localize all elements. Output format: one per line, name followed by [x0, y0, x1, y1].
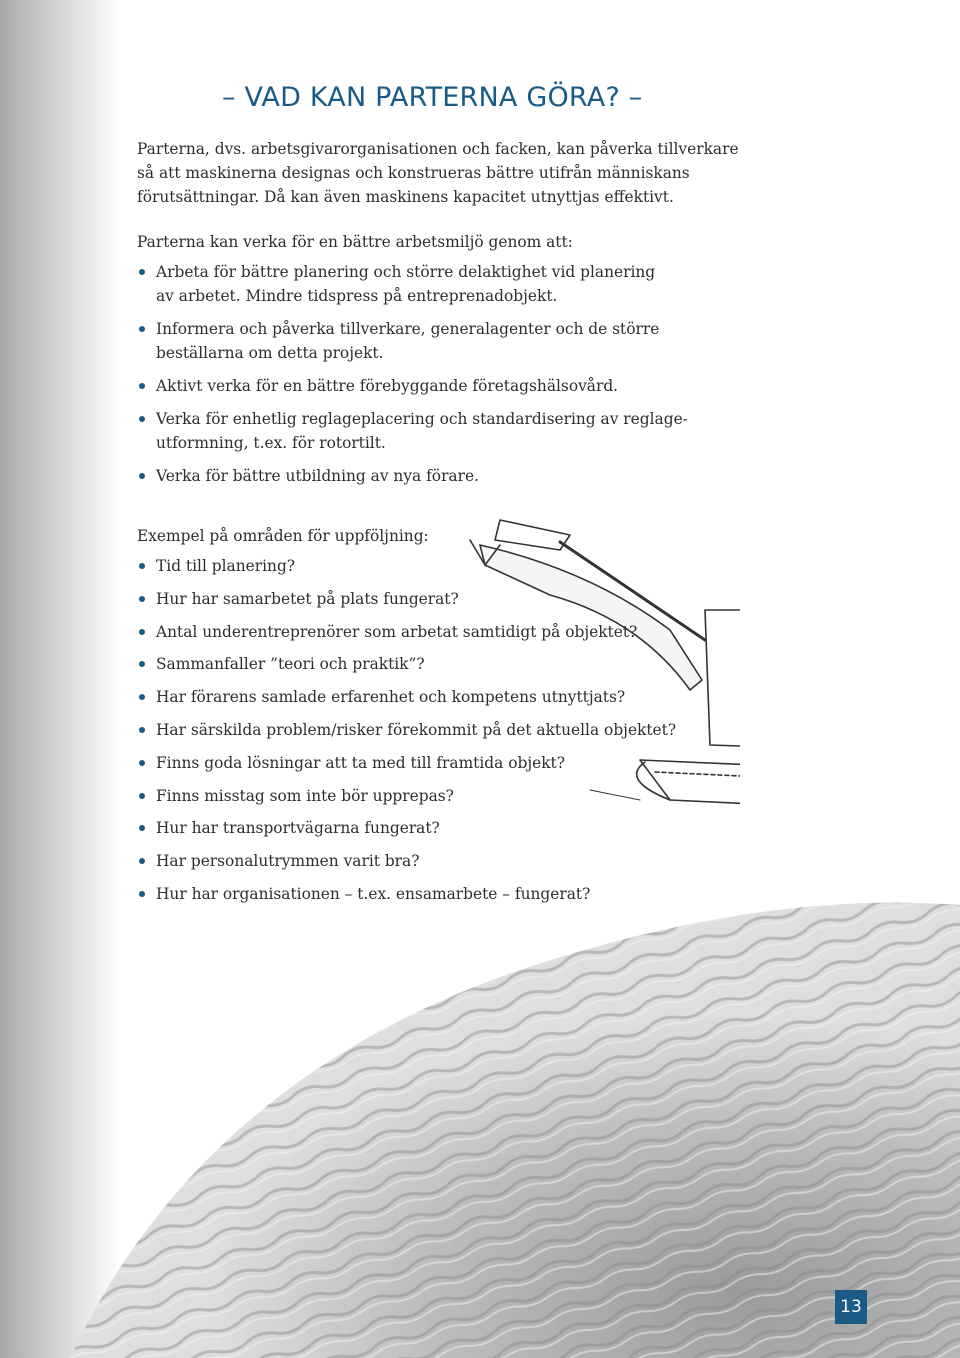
list-item: Har förarens samlade erfarenhet och kompetens utnyttjats?: [137, 685, 757, 709]
list-item: Har personalutrymmen varit bra?: [137, 849, 757, 873]
actions-intro: Parterna kan verka för en bättre arbetsmiljö genom att:: [137, 233, 573, 251]
bullet-icon: [139, 825, 145, 831]
bullet-icon: [139, 326, 145, 332]
followup-intro: Exempel på områden för uppföljning:: [137, 527, 429, 545]
list-item: Arbeta för bättre planering och större delaktighet vid planering av arbetet. Mindre tidspress på entreprenadobjekt.: [137, 260, 757, 308]
followup-list: [137, 554, 757, 915]
bullet-icon: [139, 563, 145, 569]
list-item: Hur har samarbetet på plats fungerat?: [137, 587, 757, 611]
bullet-icon: [139, 858, 145, 864]
bullet-icon: [139, 891, 145, 897]
bullet-icon: [139, 760, 145, 766]
page-number: 13: [835, 1290, 867, 1324]
bullet-icon: [139, 383, 145, 389]
bullet-icon: [139, 694, 145, 700]
list-item: Verka för bättre utbildning av nya förare.: [137, 464, 757, 488]
bullet-icon: [139, 793, 145, 799]
list-item: Aktivt verka för en bättre förebyggande företagshälsovård.: [137, 374, 757, 398]
list-item: Sammanfaller ”teori och praktik”?: [137, 652, 757, 676]
bullet-icon: [139, 269, 145, 275]
list-item: Tid till planering?: [137, 554, 757, 578]
page-title: – VAD KAN PARTERNA GÖRA? –: [222, 82, 643, 113]
bullet-icon: [139, 661, 145, 667]
list-item: Verka för enhetlig reglageplacering och standardisering av reglage- utformning, t.ex. för rotortilt.: [137, 407, 757, 455]
bullet-icon: [139, 596, 145, 602]
actions-list: [137, 260, 757, 497]
list-item: Hur har organisationen – t.ex. ensamarbete – fungerat?: [137, 882, 757, 906]
intro-paragraph: Parterna, dvs. arbetsgivarorganisationen och facken, kan påverka tillverkare så att maskinerna designas och konstrueras bättre utifrån människans förutsättningar. Då kan även maskinens kapacitet utnyttjas effektivt.: [137, 140, 739, 206]
bullet-icon: [139, 629, 145, 635]
bullet-icon: [139, 727, 145, 733]
list-item: Antal underentreprenörer som arbetat samtidigt på objektet?: [137, 620, 757, 644]
list-item: Har särskilda problem/risker förekommit på det aktuella objektet?: [137, 718, 757, 742]
list-item: Finns misstag som inte bör upprepas?: [137, 784, 757, 808]
bullet-icon: [139, 416, 145, 422]
list-item: Informera och påverka tillverkare, generalagenter och de större beställarna om detta projekt.: [137, 317, 757, 365]
list-item: Finns goda lösningar att ta med till framtida objekt?: [137, 751, 757, 775]
list-item: Hur har transportvägarna fungerat?: [137, 816, 757, 840]
bullet-icon: [139, 473, 145, 479]
